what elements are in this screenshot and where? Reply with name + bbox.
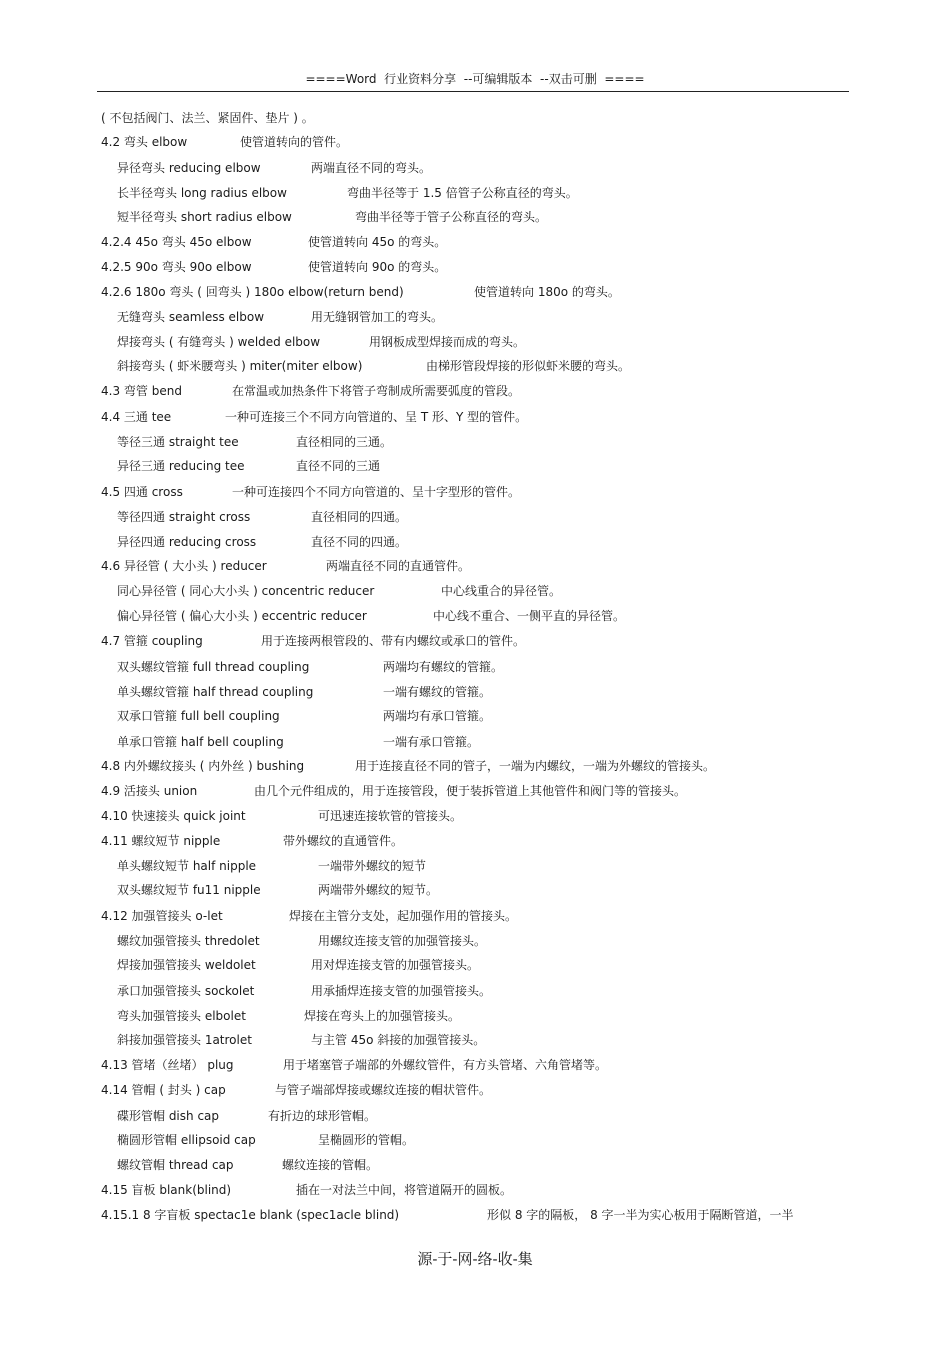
list-item — [0, 581, 950, 601]
list-item — [0, 282, 950, 302]
list-item — [0, 706, 950, 726]
term-text: 斜接加强管接头 1atrolet — [117, 1033, 252, 1047]
list-item — [0, 482, 950, 502]
term-text: 4.7 管箍 coupling — [101, 634, 203, 648]
definition-text: 用承插焊连接支管的加强管接头。 — [311, 984, 492, 998]
term-text: 承口加强管接头 sockolet — [117, 984, 255, 998]
definition-text: 一种可连接四个不同方向管道的、呈十字型形的管件。 — [232, 485, 521, 499]
definition-text: 两端带外螺纹的短节。 — [318, 883, 439, 897]
list-item — [0, 732, 950, 752]
term-text: 单头螺纹管箍 half thread coupling — [117, 685, 314, 699]
list-item — [0, 931, 950, 951]
definition-text: 使管道转向的管件。 — [240, 135, 349, 149]
term-text: 4.3 弯管 bend — [101, 384, 182, 398]
definition-text: 焊接在主管分支处，起加强作用的管接头。 — [289, 909, 518, 923]
definition-text: 用无缝钢管加工的弯头。 — [311, 310, 444, 324]
term-text: 异径弯头 reducing elbow — [117, 161, 261, 175]
term-text: 双头螺纹短节 fu11 nipple — [117, 883, 261, 897]
list-item — [0, 631, 950, 651]
list-item — [0, 1106, 950, 1126]
term-text: 焊接加强管接头 weldolet — [117, 958, 256, 972]
definition-text: 与主管 45o 斜接的加强管接头。 — [311, 1033, 486, 1047]
term-text: 4.8 内外螺纹接头 ( 内外丝 ) bushing — [101, 759, 305, 773]
term-text: 短半径弯头 short radius elbow — [117, 210, 292, 224]
definition-text: 在常温或加热条件下将管子弯制成所需要弧度的管段。 — [232, 384, 521, 398]
term-text: 4.4 三通 tee — [101, 410, 172, 424]
term-text: 等径四通 straight cross — [117, 510, 251, 524]
definition-text: 用于连接两根管段的、带有内螺纹或承口的管件。 — [261, 634, 526, 648]
list-item — [0, 781, 950, 801]
list-item — [0, 407, 950, 427]
term-text: 4.2 弯头 elbow — [101, 135, 188, 149]
list-item — [0, 381, 950, 401]
definition-text: 用于堵塞管子端部的外螺纹管件，有方头管堵、六角管堵等。 — [283, 1058, 608, 1072]
definition-text: 直径不同的四通。 — [311, 535, 408, 549]
definition-text: 中心线重合的异径管。 — [441, 584, 562, 598]
term-text: 4.2.6 180o 弯头 ( 回弯头 ) 180o elbow(return bend) — [101, 285, 404, 299]
term-text: 弯头加强管接头 elbolet — [117, 1009, 246, 1023]
list-item — [0, 432, 950, 452]
page-header: ====Word 行业资料分享 --可编辑版本 --双击可删 ==== — [305, 72, 645, 86]
list-item — [0, 257, 950, 277]
term-text: 双头螺纹管箍 full thread coupling — [117, 660, 310, 674]
definition-text: 使管道转向 45o 的弯头。 — [308, 235, 447, 249]
definition-text: 焊接在弯头上的加强管接头。 — [304, 1009, 461, 1023]
definition-text: 螺纹连接的管帽。 — [282, 1158, 379, 1172]
term-text: 4.2.4 45o 弯头 45o elbow — [101, 235, 252, 249]
list-item — [0, 806, 950, 826]
definition-text: 中心线不重合、一侧平直的异径管。 — [433, 609, 626, 623]
term-text: 4.15.1 8 字盲板 spectac1e blank (spec1acle blind) — [101, 1208, 400, 1222]
definition-text: 直径相同的三通。 — [296, 435, 393, 449]
definition-text: 使管道转向 90o 的弯头。 — [308, 260, 447, 274]
list-item — [0, 606, 950, 626]
list-item — [0, 1055, 950, 1075]
list-item — [0, 132, 950, 152]
list-item — [0, 507, 950, 527]
definition-text: 有折边的球形管帽。 — [268, 1109, 377, 1123]
list-item — [0, 108, 950, 128]
list-item — [0, 556, 950, 576]
list-item — [0, 1006, 950, 1026]
definition-text: 两端直径不同的直通管件。 — [326, 559, 471, 573]
definition-text: 用于连接直径不同的管子，一端为内螺纹，一端为外螺纹的管接头。 — [355, 759, 716, 773]
list-item — [0, 158, 950, 178]
definition-text: 弯曲半径等于管子公称直径的弯头。 — [355, 210, 548, 224]
definition-text: 弯曲半径等于 1.5 倍管子公称直径的弯头。 — [347, 186, 578, 200]
term-text: 等径三通 straight tee — [117, 435, 239, 449]
term-text: 4.9 活接头 union — [101, 784, 198, 798]
definition-text: 形似 8 字的隔板， 8 字一半为实心板用于隔断管道，一半 — [487, 1208, 794, 1222]
definition-text: 可迅速连接软管的管接头。 — [318, 809, 463, 823]
term-text: 无缝弯头 seamless elbow — [117, 310, 265, 324]
list-item — [0, 657, 950, 677]
definition-text: 一端带外螺纹的短节 — [318, 859, 427, 873]
definition-text: 两端均有螺纹的管箍。 — [383, 660, 504, 674]
term-text: 4.6 异径管 ( 大小头 ) reducer — [101, 559, 267, 573]
term-text: 4.2.5 90o 弯头 90o elbow — [101, 260, 252, 274]
list-item — [0, 880, 950, 900]
definition-text: 插在一对法兰中间，将管道隔开的圆板。 — [296, 1183, 513, 1197]
definition-text: 直径不同的三通 — [296, 459, 381, 473]
list-item — [0, 1155, 950, 1175]
definition-text: 由几个元件组成的，用于连接管段，便于装拆管道上其他管件和阀门等的管接头。 — [254, 784, 687, 798]
term-text: 斜接弯头 ( 虾米腰弯头 ) miter(miter elbow) — [117, 359, 363, 373]
term-text: 螺纹管帽 thread cap — [117, 1158, 234, 1172]
term-text: 4.13 管堵（丝堵） plug — [101, 1058, 234, 1072]
list-item — [0, 1130, 950, 1150]
list-item — [0, 232, 950, 252]
definition-text: 用对焊连接支管的加强管接头。 — [311, 958, 480, 972]
definition-text: 一端有承口管箍。 — [383, 735, 480, 749]
definition-text: 带外螺纹的直通管件。 — [283, 834, 404, 848]
term-text: 碟形管帽 dish cap — [117, 1109, 220, 1123]
term-text: 螺纹加强管接头 thredolet — [117, 934, 260, 948]
definition-text: 一端有螺纹的管箍。 — [383, 685, 492, 699]
definition-text: 两端直径不同的弯头。 — [311, 161, 432, 175]
list-item — [0, 1080, 950, 1100]
term-text: 4.5 四通 cross — [101, 485, 183, 499]
term-text: 异径三通 reducing tee — [117, 459, 245, 473]
definition-text: 用钢板成型焊接而成的弯头。 — [369, 335, 526, 349]
list-item — [0, 183, 950, 203]
term-text: 单头螺纹短节 half nipple — [117, 859, 257, 873]
term-text: 同心异径管 ( 同心大小头 ) concentric reducer — [117, 584, 375, 598]
list-item — [0, 831, 950, 851]
list-item — [0, 1180, 950, 1200]
list-item — [0, 307, 950, 327]
term-text: 长半径弯头 long radius elbow — [117, 186, 287, 200]
definition-text: 呈椭圆形的管帽。 — [318, 1133, 415, 1147]
definition-text: 一种可连接三个不同方向管道的、呈 T 形、Y 型的管件。 — [225, 410, 528, 424]
list-item — [0, 981, 950, 1001]
term-text: 单承口管箍 half bell coupling — [117, 735, 284, 749]
term-text: 4.11 螺纹短节 nipple — [101, 834, 221, 848]
definition-text: 由梯形管段焊接的形似虾米腰的弯头。 — [426, 359, 631, 373]
term-text: 4.15 盲板 blank(blind) — [101, 1183, 232, 1197]
definition-text: 用螺纹连接支管的加强管接头。 — [318, 934, 487, 948]
definition-text: 使管道转向 180o 的弯头。 — [474, 285, 620, 299]
definition-text: 与管子端部焊接或螺纹连接的帽状管件。 — [275, 1083, 492, 1097]
definition-text: 直径相同的四通。 — [311, 510, 408, 524]
list-item — [0, 1205, 950, 1225]
term-text: 异径四通 reducing cross — [117, 535, 257, 549]
list-item — [0, 356, 950, 376]
term-text: 偏心异径管 ( 偏心大小头 ) eccentric reducer — [117, 609, 367, 623]
list-item — [0, 532, 950, 552]
term-text: 椭圆形管帽 ellipsoid cap — [117, 1133, 256, 1147]
term-text: 4.12 加强管接头 o-let — [101, 909, 223, 923]
list-item — [0, 332, 950, 352]
list-item — [0, 856, 950, 876]
term-text: 焊接弯头 ( 有缝弯头 ) welded elbow — [117, 335, 321, 349]
list-item — [0, 1030, 950, 1050]
list-item — [0, 906, 950, 926]
list-item — [0, 456, 950, 476]
list-item — [0, 955, 950, 975]
term-text: ( 不包括阀门、法兰、紧固件、垫片 ) 。 — [101, 111, 314, 125]
page-footer: 源-于-网-络-收-集 — [417, 1250, 533, 1268]
list-item — [0, 756, 950, 776]
list-item — [0, 207, 950, 227]
list-item — [0, 682, 950, 702]
definition-text: 两端均有承口管箍。 — [383, 709, 492, 723]
term-text: 双承口管箍 full bell coupling — [117, 709, 280, 723]
term-text: 4.14 管帽 ( 封头 ) cap — [101, 1083, 226, 1097]
term-text: 4.10 快速接头 quick joint — [101, 809, 246, 823]
